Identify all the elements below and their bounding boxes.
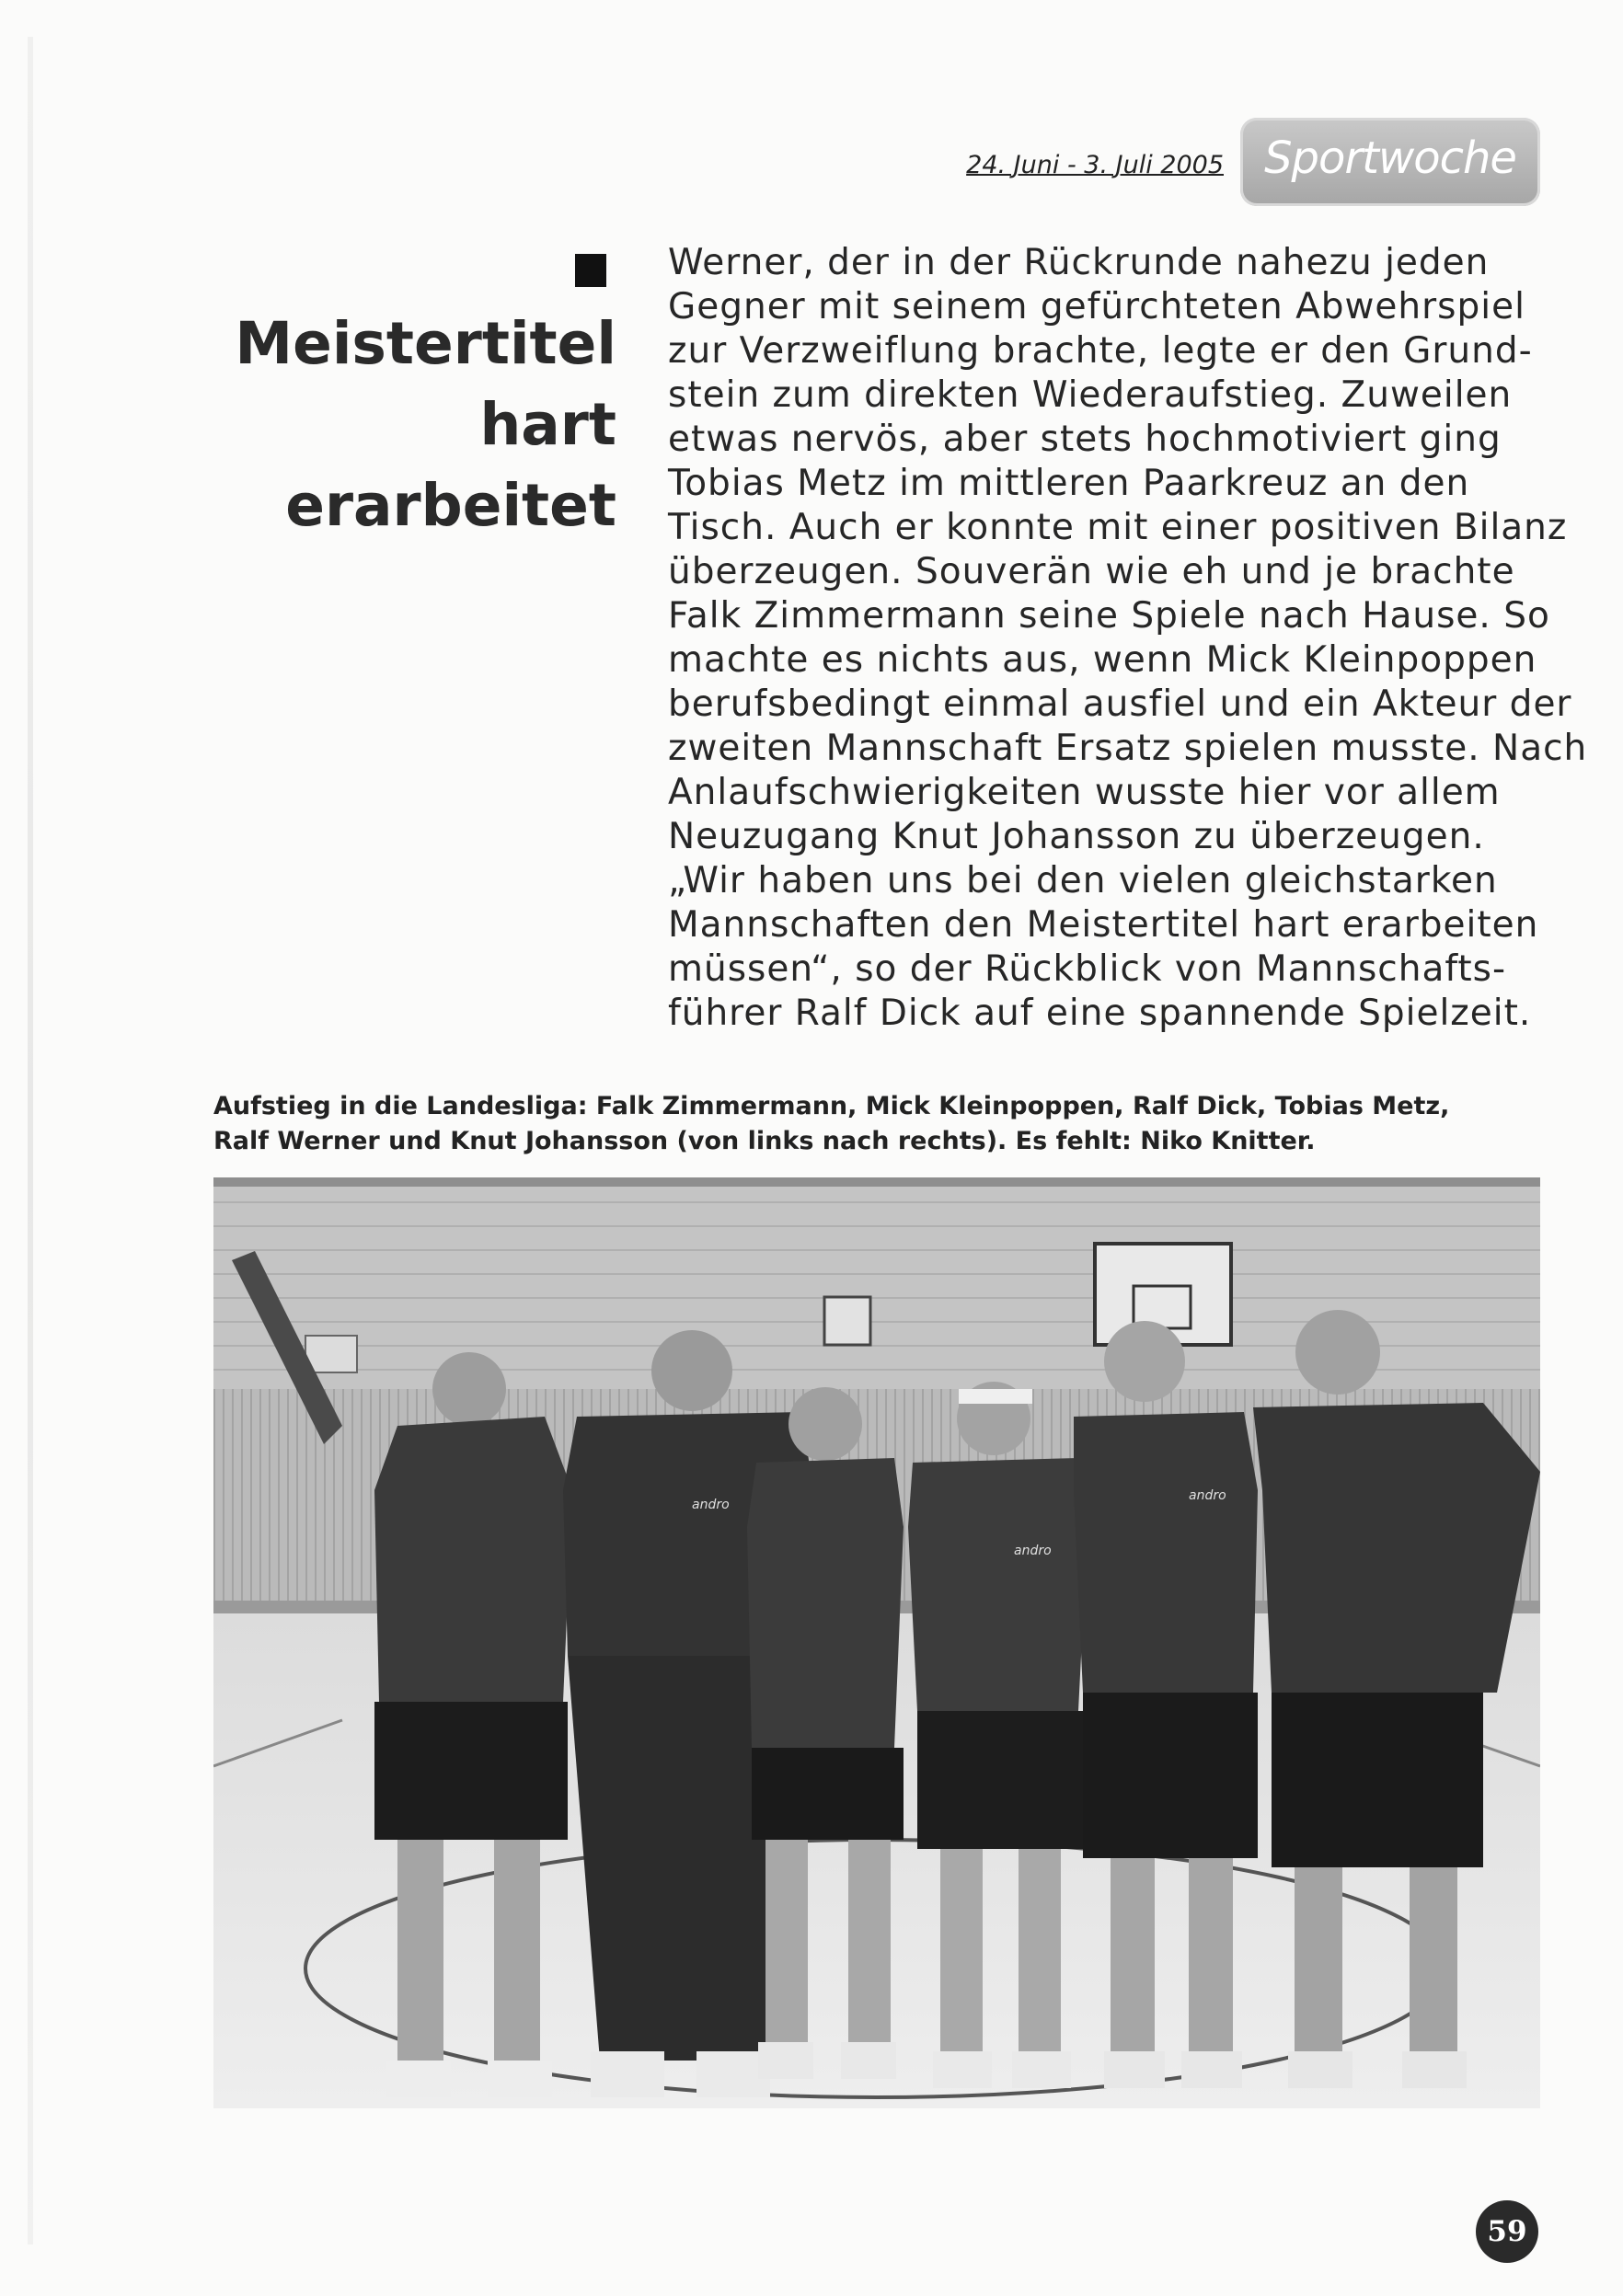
headline-line: Meistertitel: [235, 310, 616, 377]
body-line: Werner, der in der Rückrunde nahezu jeden: [668, 242, 1490, 283]
body-line: zweiten Mannschaft Ersatz spielen musste. Nach: [668, 728, 1588, 769]
article-body: [668, 241, 1588, 1036]
photo-caption: [213, 1089, 1538, 1159]
body-line: Neuzugang Knut Johansson zu überzeugen.: [668, 816, 1485, 857]
sportwoche-badge: [1240, 118, 1540, 206]
body-line: machte es nichts aus, wenn Mick Kleinpoppen: [668, 639, 1537, 681]
body-line: müssen“, so der Rückblick von Mannschafts-: [668, 948, 1507, 990]
issue-date: 24. Juni - 3. Juli 2005: [966, 151, 1224, 179]
caption-line: Aufstieg in die Landesliga: Falk Zimmermann, Mick Kleinpoppen, Ralf Dick, Tobias Metz,: [213, 1092, 1450, 1120]
body-line: etwas nervös, aber stets hochmotiviert ging: [668, 419, 1502, 460]
wall-clock: [824, 1297, 870, 1345]
body-line: Falk Zimmermann seine Spiele nach Hause. So: [668, 595, 1550, 637]
body-line: berufsbedingt einmal ausfiel und ein Akteur der: [668, 683, 1572, 725]
page-number: 59: [1476, 2200, 1538, 2263]
headline-line: hart: [479, 391, 616, 458]
headline-square-marker: [575, 254, 606, 287]
jersey-logo: andro: [1014, 1544, 1052, 1558]
body-line: zur Verzweiflung brachte, legte er den Grund-: [668, 330, 1533, 372]
jersey-logo: andro: [692, 1498, 730, 1512]
caption-line: Ralf Werner und Knut Johansson (von links nach rechts). Es fehlt: Niko Knitter.: [213, 1127, 1316, 1155]
body-line: überzeugen. Souverän wie eh und je brachte: [668, 551, 1515, 592]
team-photo: [213, 1177, 1540, 2108]
body-line: führer Ralf Dick auf eine spannende Spielzeit.: [668, 993, 1532, 1034]
article-headline: [166, 304, 616, 546]
body-line: Mannschaften den Meistertitel hart erarbeiten: [668, 904, 1539, 946]
body-line: Tisch. Auch er konnte mit einer positiven Bilanz: [668, 507, 1568, 548]
scan-edge: [28, 37, 33, 2244]
sportwoche-logo-text: Sportwoche: [1264, 132, 1516, 184]
body-line: „Wir haben uns bei den vielen gleichstarken: [668, 860, 1498, 901]
body-line: stein zum direkten Wiederaufstieg. Zuweilen: [668, 374, 1513, 416]
body-line: Tobias Metz im mittleren Paarkreuz an den: [668, 463, 1470, 504]
body-line: Gegner mit seinem gefürchteten Abwehrspiel: [668, 286, 1525, 327]
jersey-logo: andro: [1189, 1488, 1226, 1503]
headline-line: erarbeitet: [285, 472, 616, 539]
body-line: Anlaufschwierigkeiten wusste hier vor allem: [668, 772, 1501, 813]
